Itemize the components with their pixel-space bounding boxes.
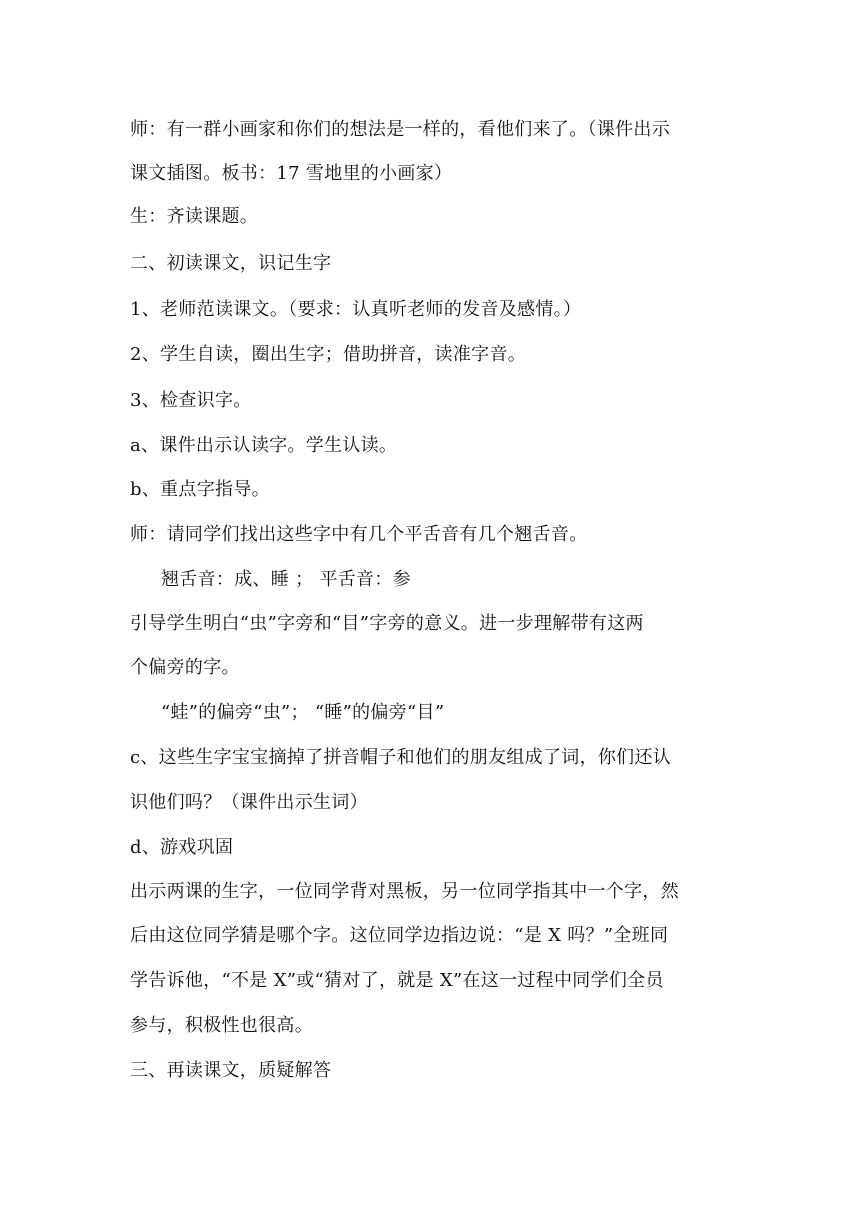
text-line: 生：齐读课题。 <box>130 206 259 227</box>
text-line: 师：请同学们找出这些字中有几个平舌音有几个翘舌音。 <box>130 524 588 545</box>
text-line: c、这些生字宝宝摘掉了拼音帽子和他们的朋友组成了词，你们还认 <box>130 747 672 768</box>
text-line: 2、学生自读，圈出生字；借助拼音，读准字音。 <box>130 344 527 365</box>
text-line: 后由这位同学猜是哪个字。这位同学边指边说：“是 X 吗？”全班同 <box>130 925 669 946</box>
text-line: 个偏旁的字。 <box>130 657 240 678</box>
text-line: 翘舌音：成、睡 ； 平舌音：参 <box>161 569 411 590</box>
text-line: a、课件出示认读字。学生认读。 <box>130 435 398 456</box>
text-line: 识他们吗？（课件出示生词） <box>130 792 368 813</box>
text-line: “蛙”的偏旁“虫”； “睡”的偏旁“目” <box>161 702 445 723</box>
section-heading: 二、初读课文，识记生字 <box>130 253 332 274</box>
text-line: 出示两课的生字，一位同学背对黑板，另一位同学指其中一个字，然 <box>130 881 679 902</box>
text-line: b、重点字指导。 <box>130 479 270 500</box>
text-line: 3、检查识字。 <box>130 390 252 411</box>
text-line: 师：有一群小画家和你们的想法是一样的，看他们来了。（课件出示 <box>130 119 670 140</box>
section-heading: 三、再读课文，质疑解答 <box>130 1060 332 1081</box>
text-line: 参与，积极性也很高。 <box>130 1015 313 1036</box>
text-line: 学告诉他，“不是 X”或“猜对了，就是 X”在这一过程中同学们全员 <box>130 970 664 991</box>
text-line: d、游戏巩固 <box>130 837 234 858</box>
text-line: 1、老师范读课文。（要求：认真听老师的发音及感情。） <box>130 299 582 320</box>
text-line: 引导学生明白“虫”字旁和“目”字旁的意义。进一步理解带有这两 <box>130 613 644 634</box>
text-line: 课文插图。板书：17 雪地里的小画家） <box>130 163 453 184</box>
